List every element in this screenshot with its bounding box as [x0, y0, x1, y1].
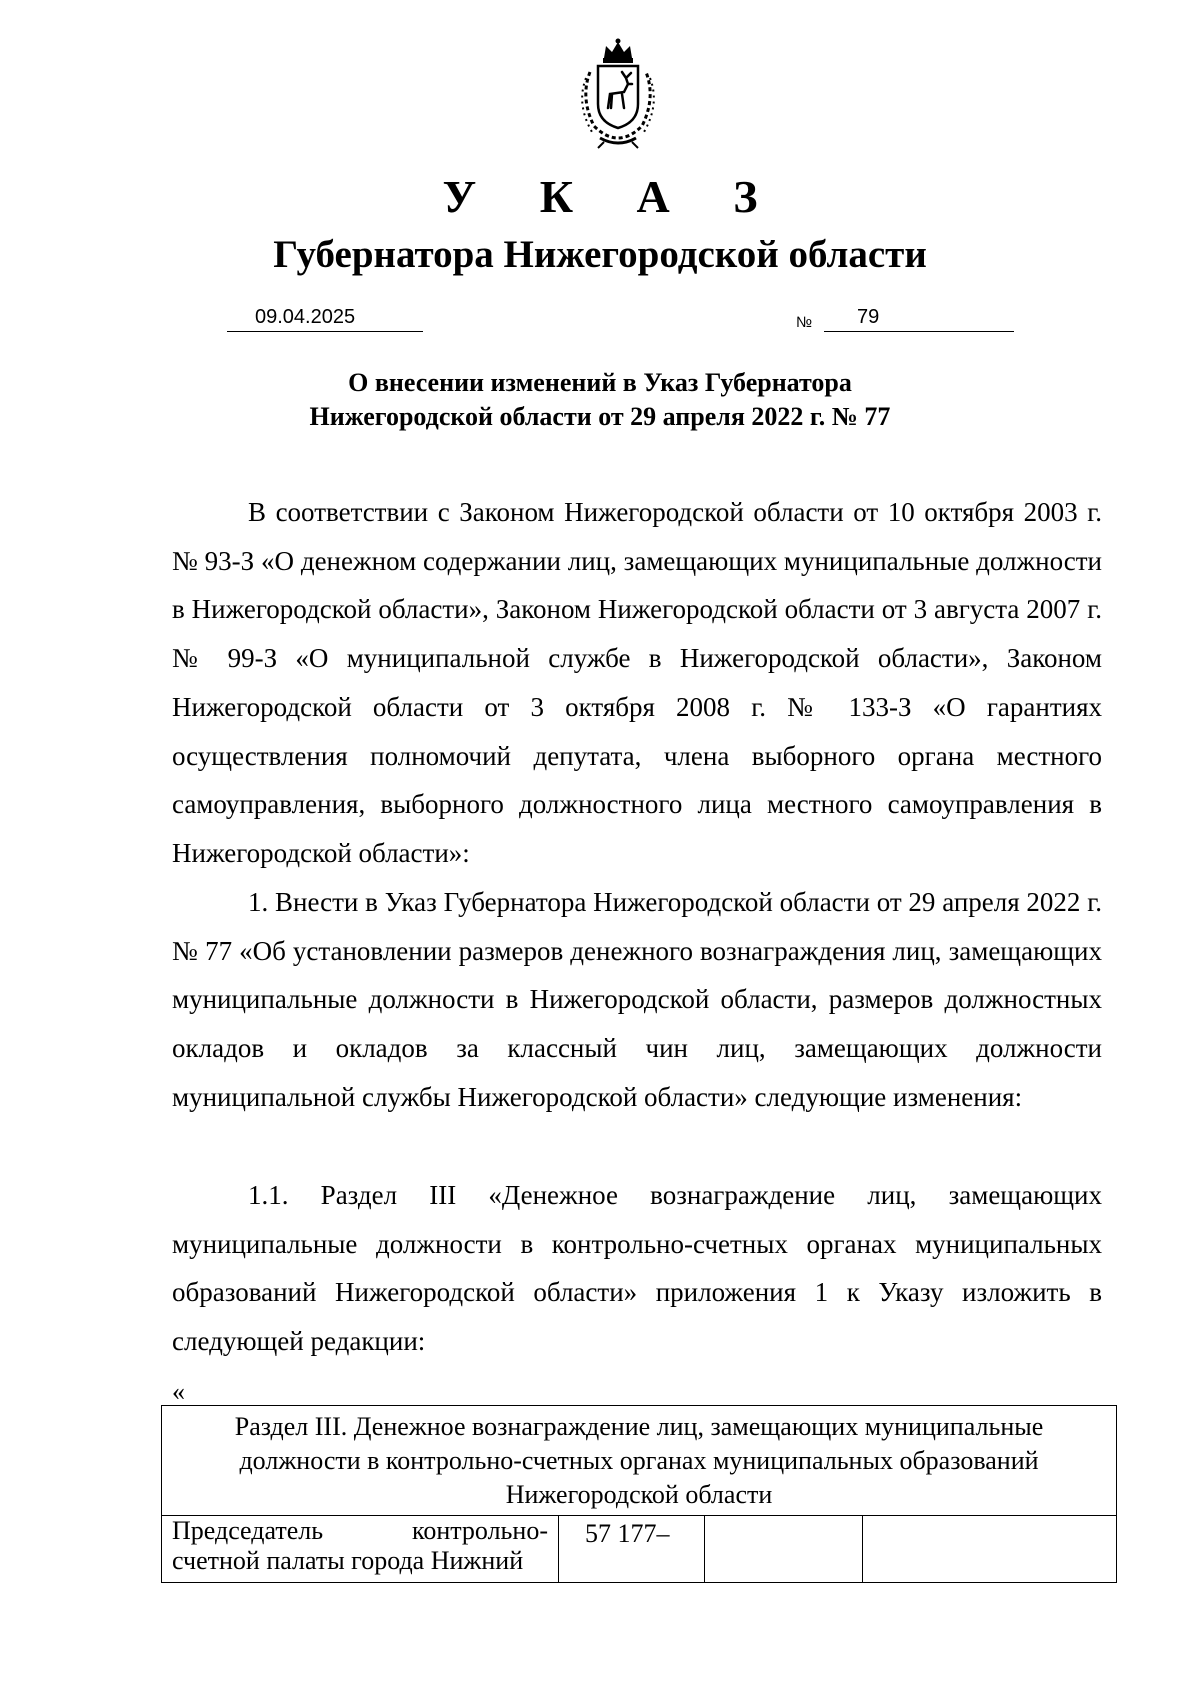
- body-paragraph-1: В соответствии с Законом Нижегородской области от 10 октября 2003 г. № 93-З «О денежном содержании лиц, замещающих муниципальные должности в Нижегородской области», Законом Нижегородской области от 3 августа 2007 г. № 99-З «О муниципальной службе в Нижегородской области», Законом Нижегородской области от 3 октября 2008 г. № 133-З «О гарантиях осуществления полномочий депутата, члена выборного органа местного самоуправления, выборного должностного лица местного самоуправления в Нижегородской области»:: [172, 497, 1102, 868]
- number-sign: №: [796, 314, 813, 331]
- decree-subject: [0, 366, 1200, 434]
- section-table: [161, 1405, 1117, 1583]
- body-paragraph-2: 1. Внести в Указ Губернатора Нижегородской области от 29 апреля 2022 г. № 77 «Об установлении размеров денежного вознаграждения лиц, замещающих муниципальные должности в Нижегородской области, размеров должностных окладов и окладов за классный чин лиц, замещающих должности муниципальной службы Нижегородской области» следующие изменения:: [172, 887, 1102, 1112]
- table-header-row: [162, 1406, 1117, 1516]
- decree-title: У К А З: [442, 171, 784, 222]
- section-header-cell: Раздел III. Денежное вознаграждение лиц, замещающих муниципальные должности в контрольно-счетных органах муниципальных образований Нижегородской области: [162, 1406, 1117, 1516]
- decree-number-field: [824, 305, 1014, 332]
- decree-number: 79: [857, 306, 880, 328]
- position-label: Председатель контрольно-счетной палаты города Нижний: [172, 1516, 548, 1575]
- table-cell-amount: 57 177–: [559, 1516, 705, 1583]
- body-paragraph-2-block: [172, 878, 1102, 1122]
- decree-date-field: [227, 305, 423, 332]
- body-paragraph-1-block: [172, 488, 1102, 878]
- subject-line-1: О внесении изменений в Указ Губернатора: [348, 368, 852, 397]
- decree-date: 09.04.2025: [255, 306, 356, 328]
- body-paragraph-3: 1.1. Раздел III «Денежное вознаграждение лиц, замещающих муниципальные должности в контрольно-счетных органах муниципальных образований Нижегородской области» приложения 1 к Указу изложить в следующей редакции:: [172, 1180, 1102, 1357]
- table-cell-position: [162, 1516, 559, 1583]
- body-paragraph-3-block: [172, 1171, 1102, 1366]
- table-cell-col3: [705, 1516, 863, 1583]
- issuer-title: Губернатора Нижегородской области: [273, 233, 927, 276]
- table-cell-col4: [863, 1516, 1117, 1583]
- coat-of-arms-icon: [568, 38, 668, 150]
- opening-quote-mark: «: [172, 1377, 185, 1406]
- subject-line-2: Нижегородской области от 29 апреля 2022 г. № 77: [309, 402, 891, 431]
- table-row: [162, 1516, 1117, 1583]
